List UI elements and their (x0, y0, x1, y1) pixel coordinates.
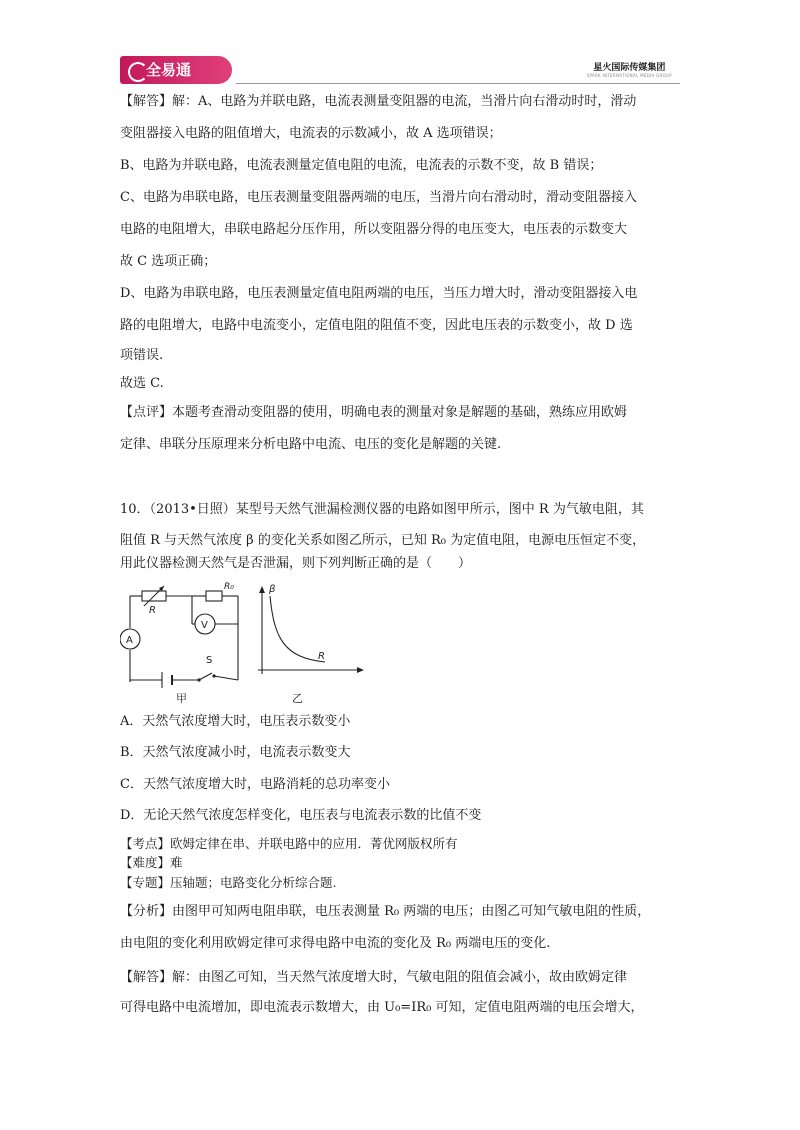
text-line: 电路的电阻增大，串联电路起分压作用，所以变阻器分得的电压变大，电压表的示数变大 (120, 222, 628, 237)
label-v: V (201, 620, 208, 631)
knowledge-point: 【考点】欧姆定律在串、并联电路中的应用．菁优网版权所有 (120, 836, 458, 851)
difficulty: 【难度】难 (120, 855, 183, 870)
solution-line: 可得电路中电流增加，即电流表示数增大，由 U₀=IR₀ 可知，定值电阻两端的电压会增大， (120, 1000, 644, 1015)
text-line: C、电路为串联电路，电压表测量变阻器两端的电压，当滑片向右滑动时，滑动变阻器接入 (120, 190, 637, 205)
analysis-line: 【分析】由图甲可知两电阻串联，电压表测量 R₀ 两端的电压；由图乙可知气敏电阻的性质， (120, 904, 651, 919)
option-d: D．无论天然气浓度怎样变化，电压表与电流表示数的比值不变 (120, 808, 482, 823)
question-line: 阻值 R 与天然气浓度 β 的变化关系如图乙所示，已知 R₀ 为定值电阻，电源电压恒定不变， (120, 533, 646, 548)
header-divider (236, 83, 680, 84)
group-name (587, 60, 672, 78)
beta-r-curve (270, 596, 325, 662)
question-line: 用此仪器检测天然气是否泄漏，则下列判断正确的是（ ） (120, 556, 472, 571)
fixed-resistor (206, 591, 222, 601)
caption-right: 乙 (292, 692, 303, 704)
text-line: 故 C 选项正确； (120, 254, 217, 269)
label-r: R (149, 605, 156, 616)
question-line: 10．（2013•日照）某型号天然气泄漏检测仪器的电路如图甲所示，图中 R 为气敏电阻，其 (120, 502, 644, 517)
circuit-figure (120, 578, 380, 704)
graph-y-label: β (269, 584, 276, 595)
switch-contact (212, 674, 215, 677)
text-line: 定律、串联分压原理来分析电路中电流、电压的变化是解题的关键. (120, 437, 502, 452)
resistance-graph (258, 584, 364, 674)
caption-left: 甲 (176, 692, 187, 704)
logo-swoosh-icon (128, 62, 148, 82)
switch-blade (199, 673, 212, 680)
text-line: D、电路为串联电路，电压表测量定值电阻两端的电压，当压力增大时，滑动变阻器接入电 (120, 286, 638, 301)
circuit-diagram (130, 596, 238, 682)
group-subtitle: SPARK INTERNATIONAL MEDIA GROUP (586, 73, 672, 78)
text-line: 【点评】本题考查滑动变阻器的使用，明确电表的测量对象是解题的基础，熟练应用欧姆 (120, 405, 628, 420)
text-line: 【解答】解：A、电路为并联电路，电流表测量变阻器的电流，当滑片向右滑动时时，滑动 (120, 94, 637, 109)
brand-logo (120, 56, 232, 84)
text-line: 故选 C. (120, 376, 164, 391)
label-s: S (206, 655, 213, 666)
label-r0: R₀ (224, 582, 234, 592)
text-line: 项错误. (120, 348, 164, 363)
analysis-line: 由电阻的变化利用欧姆定律可求得电路中电流的变化及 R₀ 两端电压的变化. (120, 936, 551, 951)
text-line: B、电路为并联电路，电流表测量定值电阻的电流，电流表的示数不变，故 B 错误； (120, 158, 603, 173)
page-header (120, 56, 680, 84)
label-a: A (126, 635, 133, 646)
option-b: B．天然气浓度减小时，电流表示数变大 (120, 745, 351, 760)
solution-line: 【解答】解：由图乙可知，当天然气浓度增大时，气敏电阻的阻值会减小，故由欧姆定律 (120, 970, 628, 985)
option-c: C．天然气浓度增大时，电路消耗的总功率变小 (120, 777, 390, 792)
text-line: 路的电阻增大，电路中电流变小，定值电阻的阻值不变，因此电压表的示数变小，故 D 选 (120, 318, 633, 333)
graph-x-label: R (318, 651, 325, 662)
text-line: 变阻器接入电路的阻值增大，电流表的示数减小，故 A 选项错误； (120, 126, 502, 141)
option-a: A．天然气浓度增大时，电压表示数变小 (120, 714, 351, 729)
topic: 【专题】压轴题；电路变化分析综合题. (120, 875, 337, 890)
logo-text: 全易通 (146, 61, 192, 79)
group-name-text: 星火国际传媒集团 (593, 63, 666, 73)
